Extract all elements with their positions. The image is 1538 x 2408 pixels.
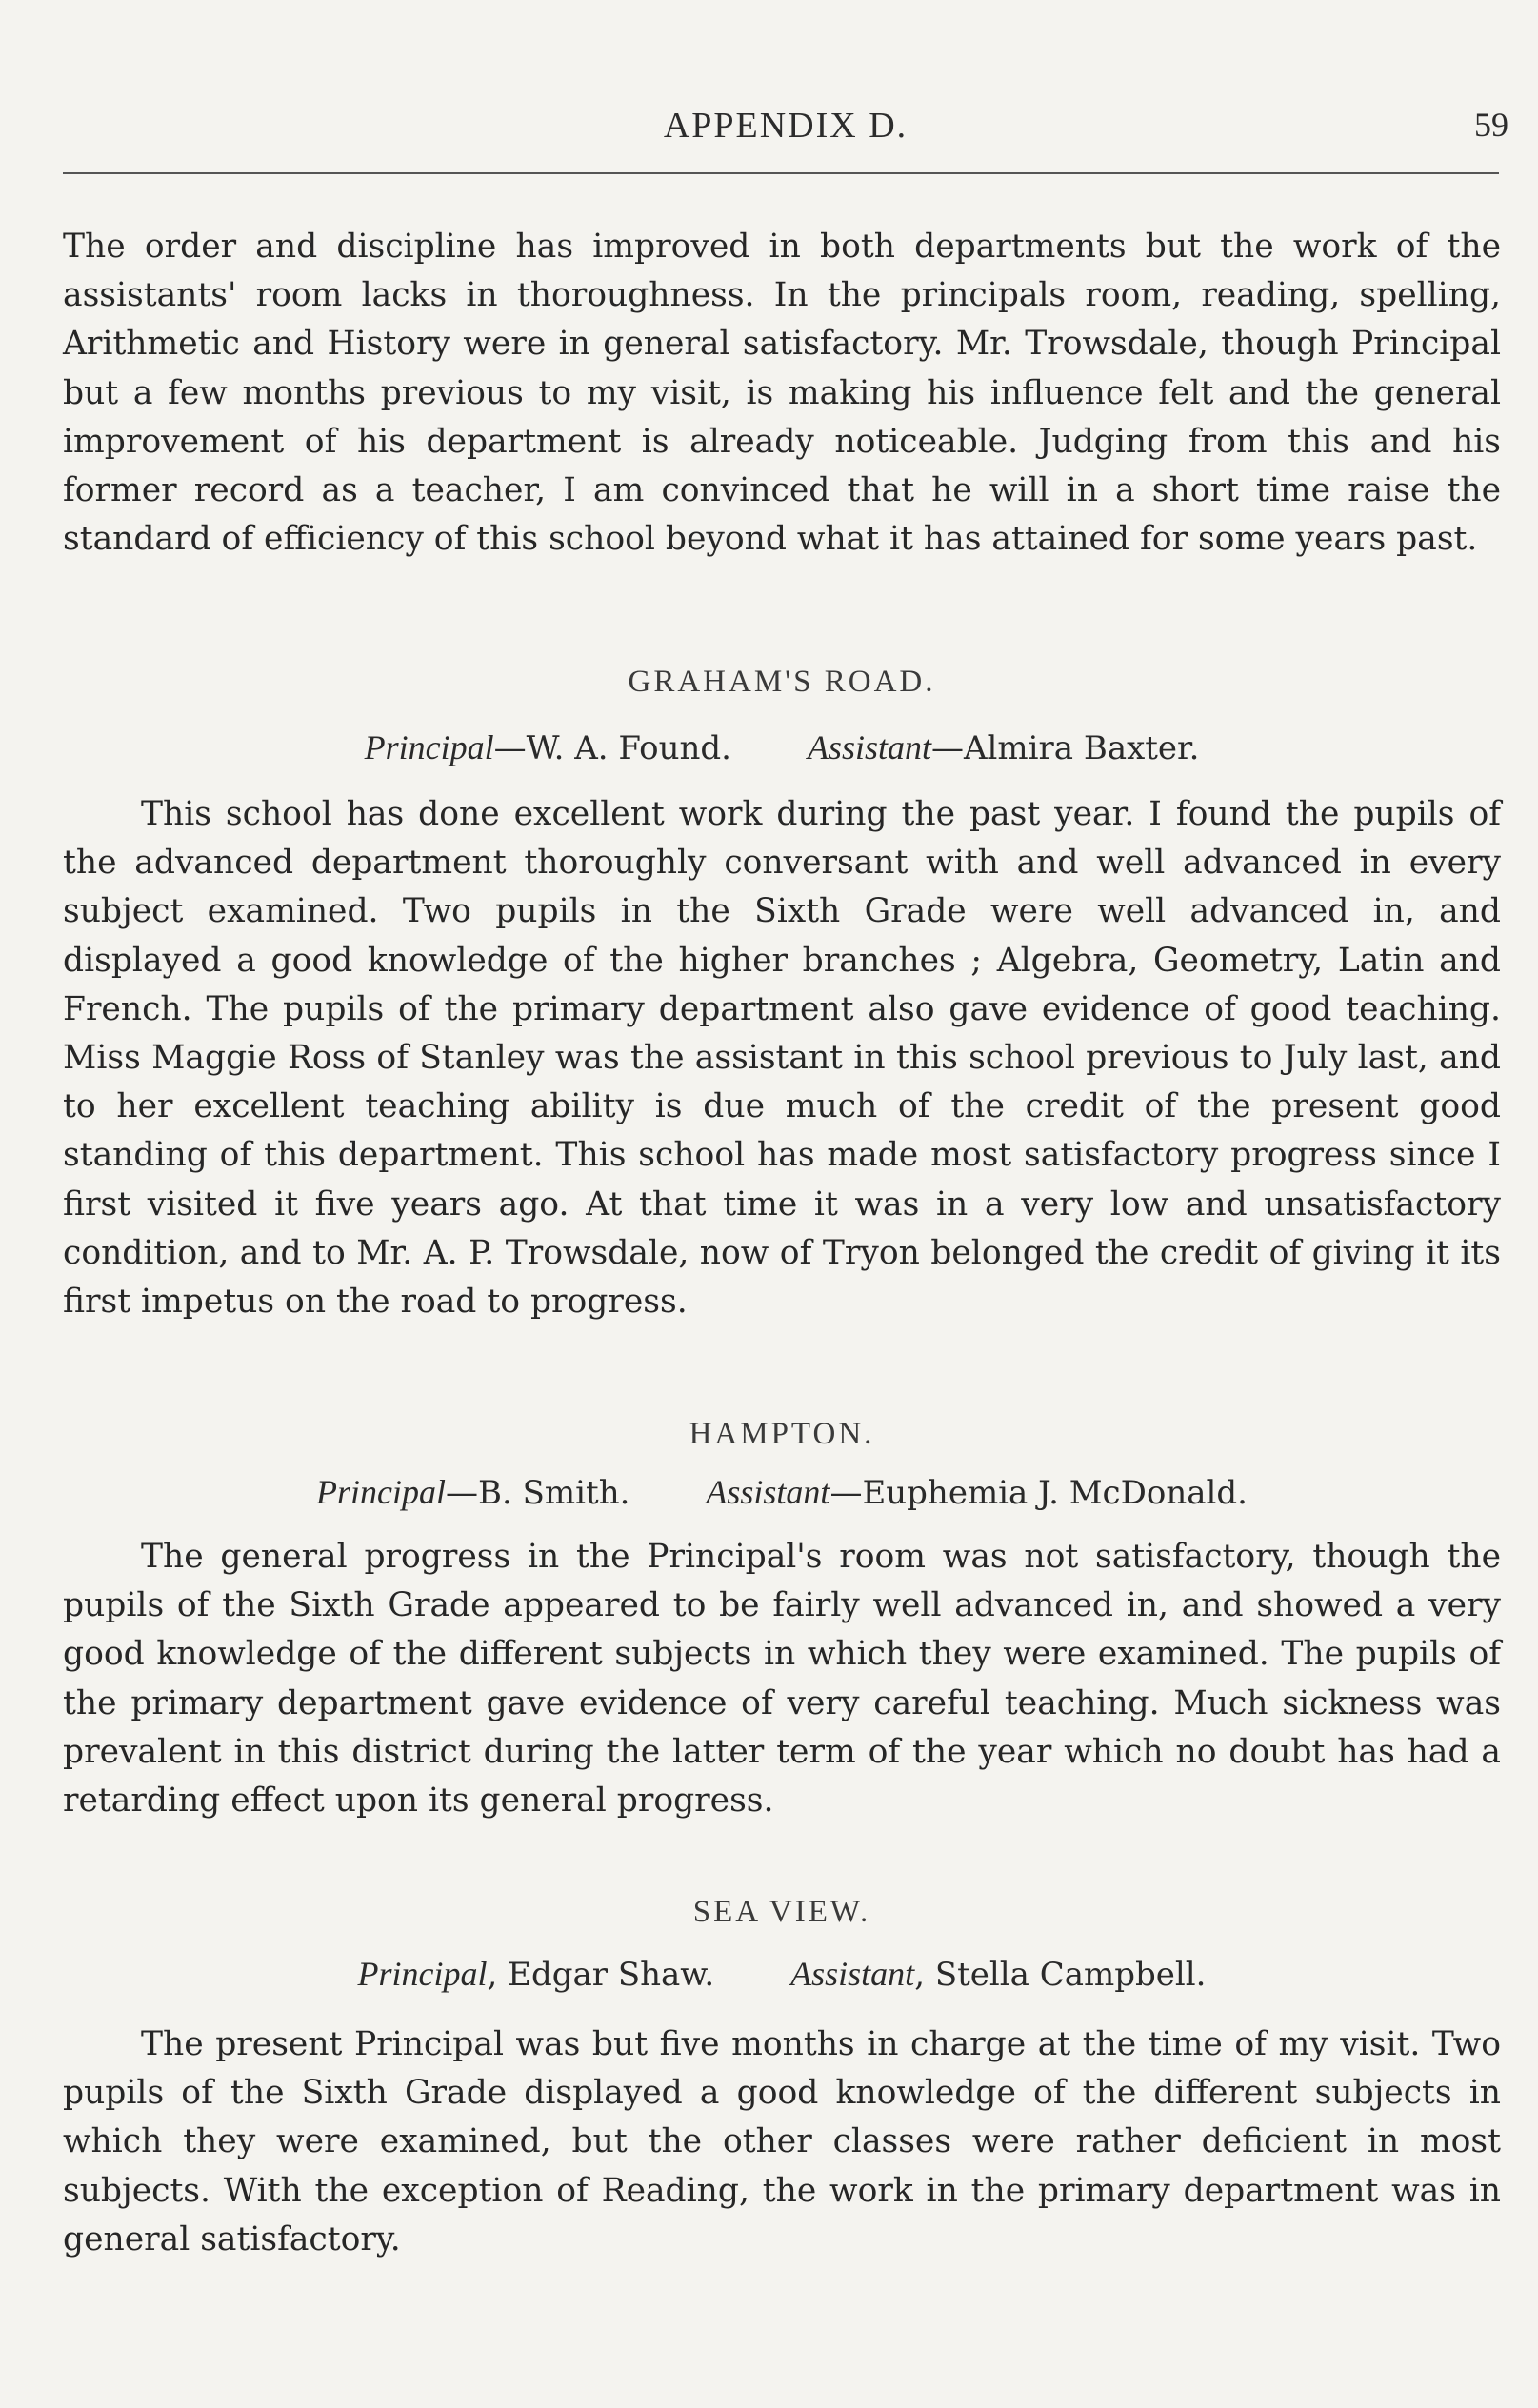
- principal-separator: —: [446, 1474, 479, 1512]
- staff-line: [63, 1954, 1501, 1994]
- staff-line: [63, 1472, 1501, 1512]
- principal-name: B. Smith.: [478, 1474, 630, 1512]
- section-hampton: [63, 1417, 1501, 1452]
- principal-label: Principal: [357, 1955, 488, 1993]
- section-body-hampton: [63, 1533, 1501, 1825]
- page-number: 59: [1474, 106, 1508, 144]
- section-heading: GRAHAM'S ROAD.: [628, 665, 936, 699]
- header-rule: [63, 172, 1499, 174]
- section-sea-view: [63, 1895, 1501, 1930]
- assistant-name: Euphemia J. McDonald.: [862, 1474, 1248, 1512]
- section-heading: HAMPTON.: [689, 1417, 875, 1451]
- assistant-name: Stella Campbell.: [934, 1956, 1207, 1994]
- principal-label: Principal: [316, 1473, 447, 1511]
- principal-name: Edgar Shaw.: [508, 1956, 715, 1994]
- page-header: [63, 97, 1508, 149]
- assistant-separator: ,: [914, 1956, 935, 1994]
- assistant-separator: —: [930, 729, 964, 767]
- staff-line-grahams-road: [63, 727, 1501, 767]
- staff-line-sea-view: [63, 1954, 1501, 1994]
- section-grahams-road: [63, 665, 1501, 700]
- assistant-separator: —: [829, 1474, 863, 1512]
- staff-line-hampton: [63, 1472, 1501, 1512]
- staff-line: [63, 727, 1501, 767]
- section-paragraph: The present Principal was but five months in charge at the time of my visit. Two pupils of the Sixth Grade displayed a good knowledge of the different subjects in which they were examined, but the other classes were rather deficient in most subjects. With the exception of Reading, the work in the primary department was in general satisfactory.: [63, 2025, 1501, 2259]
- assistant-label: Assistant: [807, 728, 931, 766]
- principal-label: Principal: [364, 728, 494, 766]
- section-body-grahams-road: [63, 790, 1501, 1326]
- assistant-name: Almira Baxter.: [963, 729, 1200, 767]
- intro-paragraph: The order and discipline has improved in both departments but the work of the assistants' room lacks in thoroughness. In the principals room, reading, spelling, Arithmetic and History were in general satisfactory. Mr. Trowsdale, though Principal but a few months previous to my visit, is making his influence felt and the general improvement of his department is already noticeable. Judging from this and his former record as a teacher, I am convinced that he will in a short time raise the standard of efficiency of this school beyond what it has attained for some years past.: [63, 228, 1501, 559]
- assistant-label: Assistant: [790, 1955, 915, 1993]
- principal-name: W. A. Found.: [526, 729, 731, 767]
- intro-block: [63, 223, 1501, 564]
- assistant-label: Assistant: [706, 1473, 830, 1511]
- section-paragraph: The general progress in the Principal's room was not satisfactory, though the pupils of the Sixth Grade appeared to be fairly well advanced in, and showed a very good knowledge of the different subjects in which they were examined. The pupils of the primary department gave evidence of very careful teaching. Much sickness was prevalent in this district during the latter term of the year which no doubt has had a retarding effect upon its general progress.: [63, 1538, 1501, 1821]
- principal-separator: ,: [487, 1956, 509, 1994]
- section-paragraph: This school has done excellent work during the past year. I found the pupils of the advanced department thoroughly conversant with and well advanced in every subject examined. Two pupils in the Sixth Grade were well advanced in, and displayed a good knowledge of the higher branches ; Algebra, Geometry, Latin and French. The pupils of the primary department also gave evidence of good teaching. Miss Maggie Ross of Stanley was the assistant in this school previous to July last, and to her excellent teaching ability is due much of the credit of the present good standing of this department. This school has made most satisfactory progress since I first visited it five years ago. At that time it was in a very low and unsatisfactory condition, and to Mr. A. P. Trowsdale, now of Tryon belonged the credit of giving it its first impetus on the road to progress.: [63, 795, 1501, 1322]
- section-heading: SEA VIEW.: [692, 1895, 871, 1929]
- principal-separator: —: [493, 729, 527, 767]
- running-title: APPENDIX D.: [663, 106, 909, 146]
- section-body-sea-view: [63, 2020, 1501, 2264]
